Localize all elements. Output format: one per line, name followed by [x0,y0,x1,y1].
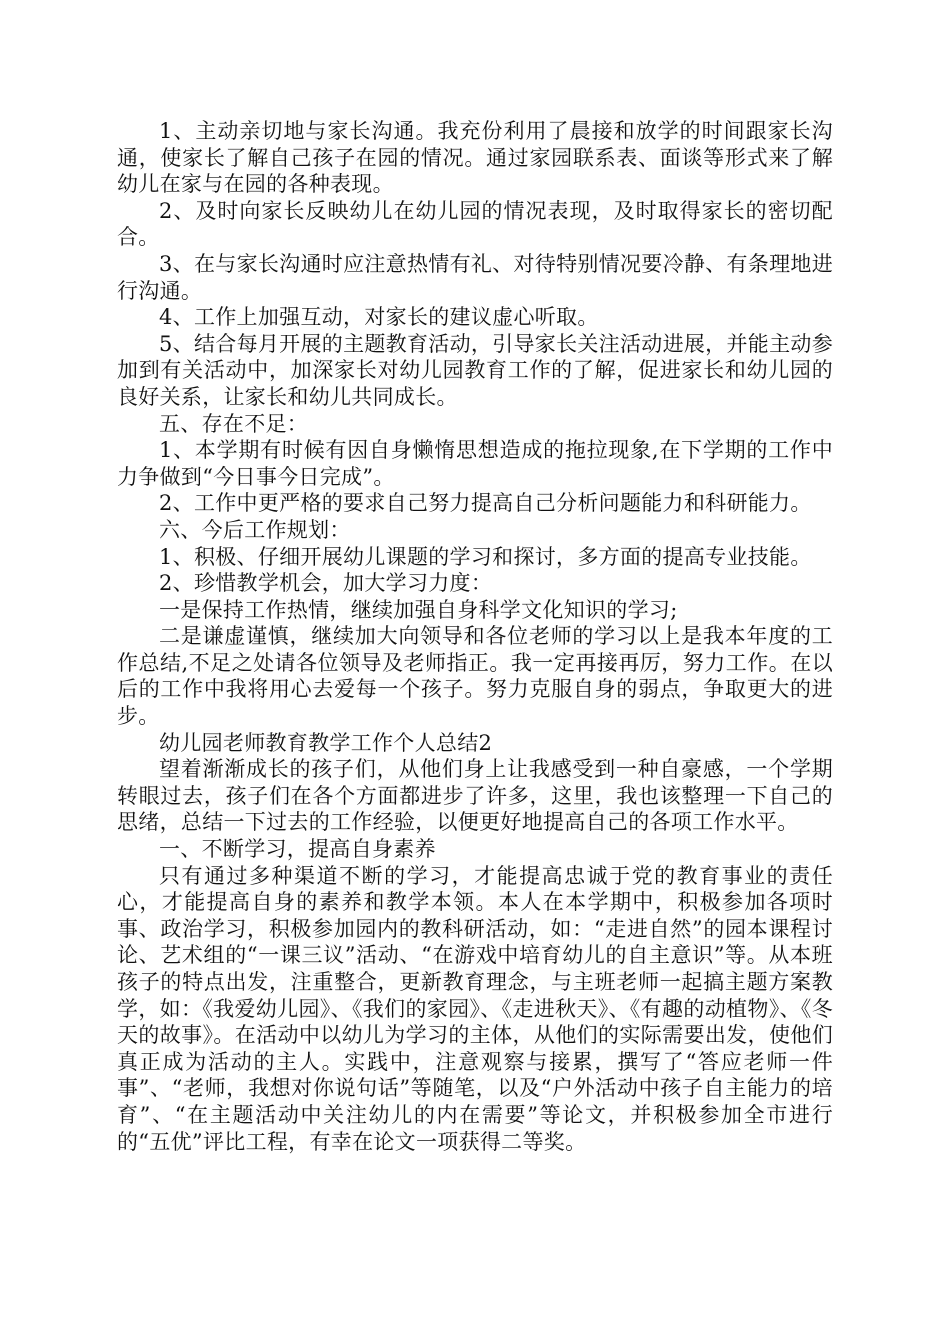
section-heading-shortcomings: 五、存在不足： [159,411,309,436]
paragraph-shortcoming-2: 2、工作中更严格的要求自己努力提高自己分析问题能力和科研能力。 [159,491,812,516]
paragraph-plan-1: 1、积极、仔细开展幼儿课题的学习和探讨，多方面的提高专业技能。 [159,544,812,569]
article-title-2: 幼儿园老师教育教学工作个人总结2 [159,730,493,755]
section-heading-future-plan: 六、今后工作规划： [159,517,351,542]
paragraph-parent-communication-5: 5、结合每月开展的主题教育活动，引导家长关注活动进展，并能主动参加到有关活动中，加深家长对幼儿园教育工作的了解，促进家长和幼儿园的良好关系，让家长和幼儿共同成长。 [117,331,833,409]
paragraph-intro: 望着渐渐成长的孩子们，从他们身上让我感受到一种自豪感，一个学期转眼过去，孩子们在各个方面都进步了许多，这里，我也该整理一下自己的思绪，总结一下过去的工作经验，以便更好地提高自己的各项工作水平。 [117,757,833,835]
section-heading-continuous-learning: 一、不断学习，提高自身素养 [159,837,436,862]
paragraph-parent-communication-3: 3、在与家长沟通时应注意热情有礼、对待特别情况要冷静、有条理地进行沟通。 [117,251,833,303]
paragraph-parent-communication-4: 4、工作上加强互动，对家长的建议虚心听取。 [159,305,599,330]
paragraph-learning-details: 只有通过多种渠道不断的学习，才能提高忠诚于党的教育事业的责任心，才能提高自身的素养和教学本领。本人在本学期中，积极参加各项时事、政治学习，积极参加园内的教科研活动，如：“走进自然”的园本课程讨论、艺术组的“一课三议”活动、“在游戏中培育幼儿的自主意识”等。从本班孩子的特点出发，注重整合，更新教育理念，与主班老师一起搞主题方案教学，如：《我爱幼儿园》、《我们的家园》、《走进秋天》、《有趣的动植物》、《冬天的故事》。在活动中以幼儿为学习的主体，从他们的实际需要出发，使他们真正成为活动的主人。实践中，注意观察与接累，撰写了“答应老师一件事”、“老师，我想对你说句话”等随笔，以及“户外活动中孩子自主能力的培育”、“在主题活动中关注幼儿的内在需要”等论文，并积极参加全市进行的“五优”评比工程，有幸在论文一项获得二等奖。 [117,863,833,1154]
paragraph-plan-2-item-1: 一是保持工作热情，继续加强自身科学文化知识的学习; [159,597,678,622]
paragraph-shortcoming-1: 1、本学期有时候有因自身懒惰思想造成的拖拉现象,在下学期的工作中力争做到“今日事今日完成”。 [117,438,833,489]
paragraph-plan-2: 2、珍惜教学机会，加大学习力度： [159,571,493,596]
paragraph-parent-communication-2: 2、及时向家长反映幼儿在幼儿园的情况表现，及时取得家长的密切配合。 [117,198,833,250]
document-body [117,118,833,1155]
paragraph-parent-communication-1: 1、主动亲切地与家长沟通。我充份利用了晨接和放学的时间跟家长沟通，使家长了解自己孩子在园的情况。通过家园联系表、面谈等形式来了解幼儿在家与在园的各种表现。 [117,119,833,197]
paragraph-plan-2-item-2: 二是谦虚谨慎，继续加大向领导和各位老师的学习以上是我本年度的工作总结,不足之处请各位领导及老师指正。我一定再接再厉，努力工作。在以后的工作中我将用心去爱每一个孩子。努力克服自身的弱点，争取更大的进步。 [117,624,833,729]
